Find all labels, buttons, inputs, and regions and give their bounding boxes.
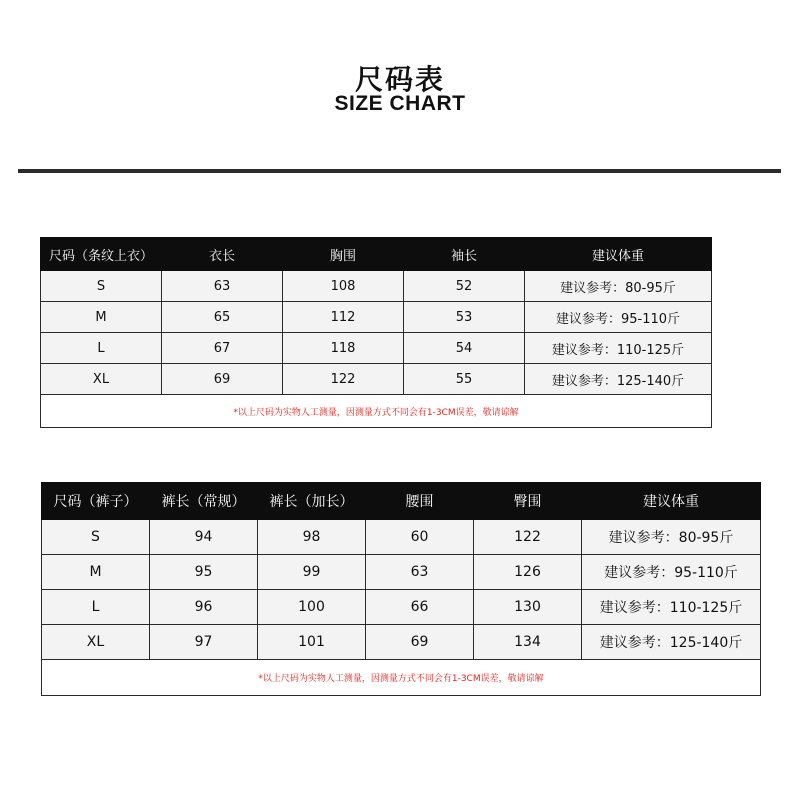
weight-cell: 建议参考：95-110斤 bbox=[525, 302, 712, 333]
size-cell: L bbox=[41, 333, 162, 364]
header-cell: 胸围 bbox=[283, 238, 404, 271]
weight-cell: 建议参考：125-140斤 bbox=[525, 364, 712, 395]
table-cell: 134 bbox=[474, 625, 582, 660]
measurement-note: *以上尺码为实物人工测量，因测量方式不同会有1-3CM误差，敬请谅解 bbox=[42, 660, 761, 696]
table-row bbox=[41, 364, 712, 395]
header-cell: 袖长 bbox=[404, 238, 525, 271]
table-row bbox=[41, 333, 712, 364]
bottom-size-table bbox=[41, 482, 761, 696]
weight-cell: 建议参考：110-125斤 bbox=[582, 590, 761, 625]
table-cell: 122 bbox=[474, 520, 582, 555]
table-row bbox=[41, 302, 712, 333]
size-cell: XL bbox=[42, 625, 150, 660]
weight-cell: 建议参考：95-110斤 bbox=[582, 555, 761, 590]
page-subtitle: SIZE CHART bbox=[334, 92, 466, 115]
table-cell: 122 bbox=[283, 364, 404, 395]
page-title: 尺码表 bbox=[354, 63, 445, 96]
table-row bbox=[42, 590, 761, 625]
header-cell: 尺码（条纹上衣） bbox=[41, 238, 162, 271]
table-cell: 101 bbox=[258, 625, 366, 660]
header-cell: 建议体重 bbox=[525, 238, 712, 271]
table-cell: 66 bbox=[366, 590, 474, 625]
header-cell: 腰围 bbox=[366, 483, 474, 520]
weight-cell: 建议参考：110-125斤 bbox=[525, 333, 712, 364]
table-cell: 65 bbox=[162, 302, 283, 333]
table-cell: 118 bbox=[283, 333, 404, 364]
top-size-table bbox=[40, 237, 712, 428]
size-cell: M bbox=[42, 555, 150, 590]
table-cell: 54 bbox=[404, 333, 525, 364]
note-row bbox=[42, 660, 761, 696]
table-cell: 99 bbox=[258, 555, 366, 590]
weight-cell: 建议参考：125-140斤 bbox=[582, 625, 761, 660]
size-cell: S bbox=[41, 271, 162, 302]
table-cell: 100 bbox=[258, 590, 366, 625]
table-cell: 96 bbox=[150, 590, 258, 625]
size-cell: XL bbox=[41, 364, 162, 395]
size-cell: L bbox=[42, 590, 150, 625]
size-cell: S bbox=[42, 520, 150, 555]
header-cell: 臀围 bbox=[474, 483, 582, 520]
table-cell: 63 bbox=[366, 555, 474, 590]
table-cell: 98 bbox=[258, 520, 366, 555]
table-cell: 63 bbox=[162, 271, 283, 302]
table-cell: 69 bbox=[366, 625, 474, 660]
table-row bbox=[42, 520, 761, 555]
table-row bbox=[42, 625, 761, 660]
table-cell: 95 bbox=[150, 555, 258, 590]
header-cell: 裤长（加长） bbox=[258, 483, 366, 520]
note-row bbox=[41, 395, 712, 428]
header-cell: 尺码（裤子） bbox=[42, 483, 150, 520]
table-header-row bbox=[41, 238, 712, 271]
table-cell: 52 bbox=[404, 271, 525, 302]
table-cell: 126 bbox=[474, 555, 582, 590]
title-divider bbox=[18, 169, 781, 173]
table-cell: 97 bbox=[150, 625, 258, 660]
table-row bbox=[42, 555, 761, 590]
size-cell: M bbox=[41, 302, 162, 333]
table-cell: 69 bbox=[162, 364, 283, 395]
table-cell: 108 bbox=[283, 271, 404, 302]
table-cell: 60 bbox=[366, 520, 474, 555]
table-cell: 94 bbox=[150, 520, 258, 555]
table-cell: 67 bbox=[162, 333, 283, 364]
table-cell: 130 bbox=[474, 590, 582, 625]
weight-cell: 建议参考：80-95斤 bbox=[582, 520, 761, 555]
weight-cell: 建议参考：80-95斤 bbox=[525, 271, 712, 302]
table-header-row bbox=[42, 483, 761, 520]
table-cell: 112 bbox=[283, 302, 404, 333]
header-cell: 建议体重 bbox=[582, 483, 761, 520]
measurement-note: *以上尺码为实物人工测量，因测量方式不同会有1-3CM误差，敬请谅解 bbox=[41, 395, 712, 428]
table-cell: 55 bbox=[404, 364, 525, 395]
table-row bbox=[41, 271, 712, 302]
header-cell: 裤长（常规） bbox=[150, 483, 258, 520]
table-cell: 53 bbox=[404, 302, 525, 333]
header-cell: 衣长 bbox=[162, 238, 283, 271]
